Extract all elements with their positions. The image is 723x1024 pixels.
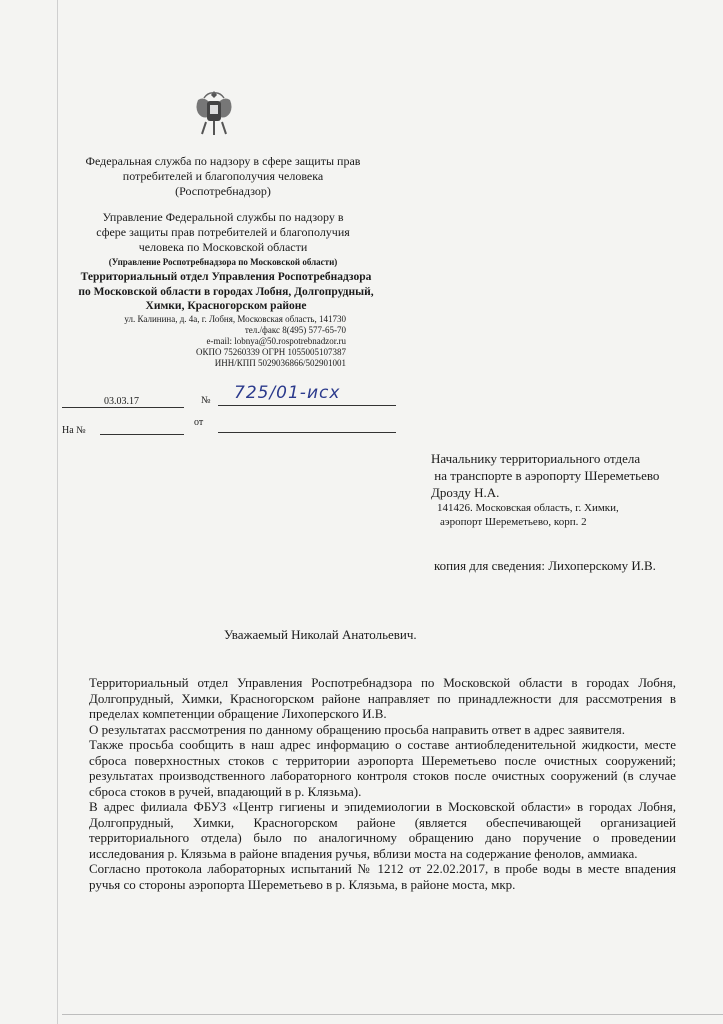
department-short: (Управление Роспотребнадзора по Московской области) [108, 257, 338, 267]
paragraph: Территориальный отдел Управления Роспотребнадзора по Московской области в городах Лобня, Долгопрудный, Химки, Красногорском районе направляет по принадлежности для рассмотрения в пределах компетенции обращение Лихоперского И.В. [89, 675, 676, 721]
phone-line: тел./факс 8(495) 577-65-70 [244, 325, 346, 335]
greeting: Уважаемый Николай Анатольевич. [224, 627, 417, 642]
office-line: по Московской области в городах Лобня, Долгопрудный, [78, 285, 374, 298]
recipient-address: 141426. Московская область, г. Химки, [437, 502, 619, 514]
department-line: Управление Федеральной службы по надзору в [102, 210, 344, 224]
recipient-name: Дрозду Н.А. [431, 485, 500, 500]
agency-line: потребителей и благополучия человека [122, 169, 324, 183]
address-line: ул. Калинина, д. 4а, г. Лобня, Московская область, 141730 [124, 314, 346, 324]
registration-number: 725/01-исх [234, 383, 341, 403]
paragraph: Согласно протокола лабораторных испытаний № 1212 от 22.02.2017, в пробе воды в месте впадения ручья со стороны аэропорта Шереметьево в р. Клязьма, в районе моста, мкр. [89, 861, 676, 892]
department-line: сфере защиты прав потребителей и благополучия [96, 225, 350, 239]
recipient-address: аэропорт Шереметьево, корп. 2 [440, 516, 587, 528]
inn-line: ИНН/КПП 5029036866/502901001 [214, 358, 346, 368]
paragraph: О результатах рассмотрения по данному обращению просьба направить ответ в адрес заявителя. [89, 721, 625, 737]
paragraph: В адрес филиала ФБУЗ «Центр гигиены и эпидемиологии в Московской области» в городах Лобня, Долгопрудный, Химки, Красногорском районе (является обеспечивающей организацией территориального отдела) было по аналогичному обращению дано поручение о проведении исследования р. Клязьма в районе впадения ручья, вблизи моста на содержание фенолов, аммиака. [89, 799, 676, 861]
office-line: Территориальный отдел Управления Роспотребнадзора [80, 271, 372, 283]
page-bottom-edge [62, 1014, 723, 1015]
registration-date: 03.03.17 [104, 396, 139, 407]
ref-underline [100, 434, 184, 435]
email-line: e-mail: lobnya@50.rospotrebnadzor.ru [206, 336, 346, 346]
letter-body [89, 675, 676, 892]
coat-of-arms-icon [192, 88, 236, 140]
recipient-line: Начальнику территориального отдела [431, 451, 641, 466]
number-underline [218, 405, 396, 406]
paragraph: Также просьба сообщить в наш адрес информацию о составе антиобледенительной жидкости, месте сброса поверхностных стоков с территории аэропорта Шереметьево после очистных сооружений; результатах производственного лабораторного контроля стоков после очистных сооружений (в случае сброса стоков в ручей, впадающий в р. Клязьма). [89, 737, 676, 799]
agency-line: Федеральная служба по надзору в сфере защиты прав [85, 154, 361, 168]
department-line: человека по Московской области [138, 240, 308, 254]
okpo-line: ОКПО 75260339 ОГРН 1055005107387 [196, 347, 346, 357]
from-underline [218, 432, 396, 433]
office-line: Химки, Красногорском районе [145, 300, 307, 312]
date-underline [62, 407, 184, 408]
recipient-line: на транспорте в аэропорту Шереметьево [431, 468, 660, 483]
page-left-edge [57, 0, 58, 1024]
ref-label: На № [62, 425, 86, 436]
from-label: от [194, 417, 204, 428]
copy-line: копия для сведения: Лихоперскому И.В. [434, 558, 656, 573]
agency-line: (Роспотребнадзор) [175, 184, 271, 198]
number-label: № [201, 395, 211, 406]
